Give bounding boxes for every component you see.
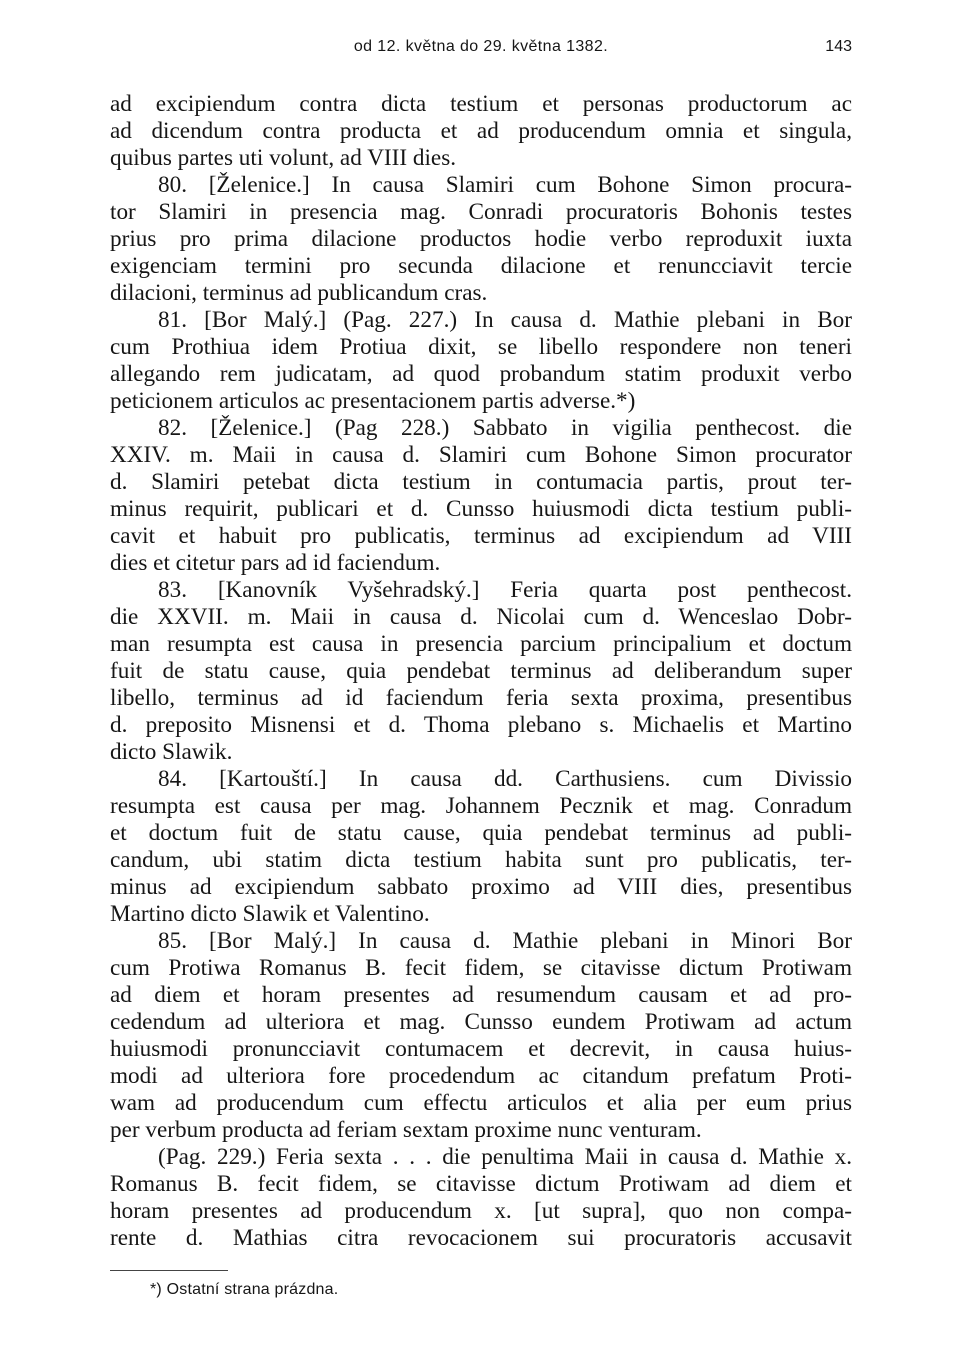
- page-number: 143: [825, 38, 852, 55]
- text-line: minus requirit, publicari et d. Cunsso huiusmodi dicta testium publi-: [110, 496, 852, 522]
- text-line: die XXVII. m. Maii in causa d. Nicolai cum d. Wenceslao Dobr-: [110, 604, 852, 630]
- running-header: [110, 38, 852, 62]
- entry-82-start: 82. [Želenice.] (Pag 228.) Sabbato in vigilia penthecost. die: [158, 415, 852, 441]
- entry-81-start: 81. [Bor Malý.] (Pag. 227.) In causa d. Mathie plebani in Bor: [158, 307, 852, 333]
- text-line: quibus partes uti volunt, ad VIII dies.: [110, 145, 457, 171]
- running-title: od 12. května do 29. května 1382.: [353, 38, 609, 55]
- text-line: rente d. Mathias citra revocacionem sui procuratoris accusavit: [110, 1225, 852, 1251]
- text-line: cedendum ad ulteriora et mag. Cunsso eundem Protiwam ad actum: [110, 1009, 852, 1035]
- text-line: dies et citetur pars ad id faciendum.: [110, 550, 441, 576]
- text-line: resumpta est causa per mag. Johannem Pecznik et mag. Conradum: [110, 793, 852, 819]
- text-line: modi ad ulteriora fore procedendum ac citandum prefatum Proti-: [110, 1063, 852, 1089]
- text-line: d. preposito Misnensi et d. Thoma plebano s. Michaelis et Martino: [110, 712, 852, 738]
- text-line: allegando rem judicatam, ad quod probandum statim produxit verbo: [110, 361, 852, 387]
- text-line: ad diem et horam presentes ad resumendum causam et ad pro-: [110, 982, 852, 1008]
- entry-83-start: 83. [Kanovník Vyšehradský.] Feria quarta post penthecost.: [158, 577, 852, 603]
- text-line: d. Slamiri petebat dicta testium in contumacia partis, prout ter-: [110, 469, 852, 495]
- text-line: XXIV. m. Maii in causa d. Slamiri cum Bohone Simon procurator: [110, 442, 852, 468]
- footnote: *) Ostatní strana prázdna.: [150, 1281, 339, 1298]
- text-line: libello, terminus ad id faciendum feria sexta proxima, presentibus: [110, 685, 852, 711]
- text-line: cum Prothiua idem Protiua dixit, se libello respondere non teneri: [110, 334, 852, 360]
- text-line: tor Slamiri in presencia mag. Conradi procuratoris Bohonis testes: [110, 199, 852, 225]
- text-line: candum, ubi statim dicta testium habita sunt pro publicatis, ter-: [110, 847, 852, 873]
- text-line: ad dicendum contra producta et ad producendum omnia et singula,: [110, 118, 852, 144]
- text-line: peticionem articulos ac presentacionem partis adverse.*): [110, 388, 636, 414]
- page-229-start: (Pag. 229.) Feria sexta . . . die penultima Maii in causa d. Mathie x.: [158, 1144, 852, 1170]
- entry-84-start: 84. [Kartouští.] In causa dd. Carthusiens. cum Divissio: [158, 766, 852, 792]
- body-text: [110, 91, 852, 1252]
- text-line: Romanus B. fecit fidem, se citavisse dictum Protiwam ad diem et: [110, 1171, 852, 1197]
- text-line: per verbum producta ad feriam sextam proxime nunc venturam.: [110, 1117, 702, 1143]
- text-line: dicto Slawik.: [110, 739, 233, 765]
- text-line: dilacioni, terminus ad publicandum cras.: [110, 280, 488, 306]
- footnote-divider: [110, 1270, 228, 1271]
- text-line: cum Protiwa Romanus B. fecit fidem, se citavisse dictum Protiwam: [110, 955, 852, 981]
- text-line: et doctum fuit de statu cause, quia pendebat terminus ad publi-: [110, 820, 852, 846]
- text-line: wam ad producendum cum effectu articulos et alia per eum prius: [110, 1090, 852, 1116]
- text-line: minus ad excipiendum sabbato proximo ad VIII dies, presentibus: [110, 874, 852, 900]
- entry-80-start: 80. [Želenice.] In causa Slamiri cum Bohone Simon procura-: [158, 172, 852, 198]
- text-line: cavit et habuit pro publicatis, terminus ad excipiendum ad VIII: [110, 523, 852, 549]
- text-line: huiusmodi pronuncciavit contumacem et decrevit, in causa huius-: [110, 1036, 852, 1062]
- text-line: man resumpta est causa in presencia parcium principalium et doctum: [110, 631, 852, 657]
- text-line: prius pro prima dilacione productos hodie verbo reproduxit iuxta: [110, 226, 852, 252]
- text-line: ad excipiendum contra dicta testium et personas productorum ac: [110, 91, 852, 117]
- entry-85-start: 85. [Bor Malý.] In causa d. Mathie plebani in Minori Bor: [158, 928, 852, 954]
- text-line: exigenciam termini pro secunda dilacione et renuncciavit tercie: [110, 253, 852, 279]
- text-line: Martino dicto Slawik et Valentino.: [110, 901, 430, 927]
- text-line: fuit de statu cause, quia pendebat terminus ad deliberandum super: [110, 658, 852, 684]
- text-line: horam presentes ad producendum x. [ut supra], quo non compa-: [110, 1198, 852, 1224]
